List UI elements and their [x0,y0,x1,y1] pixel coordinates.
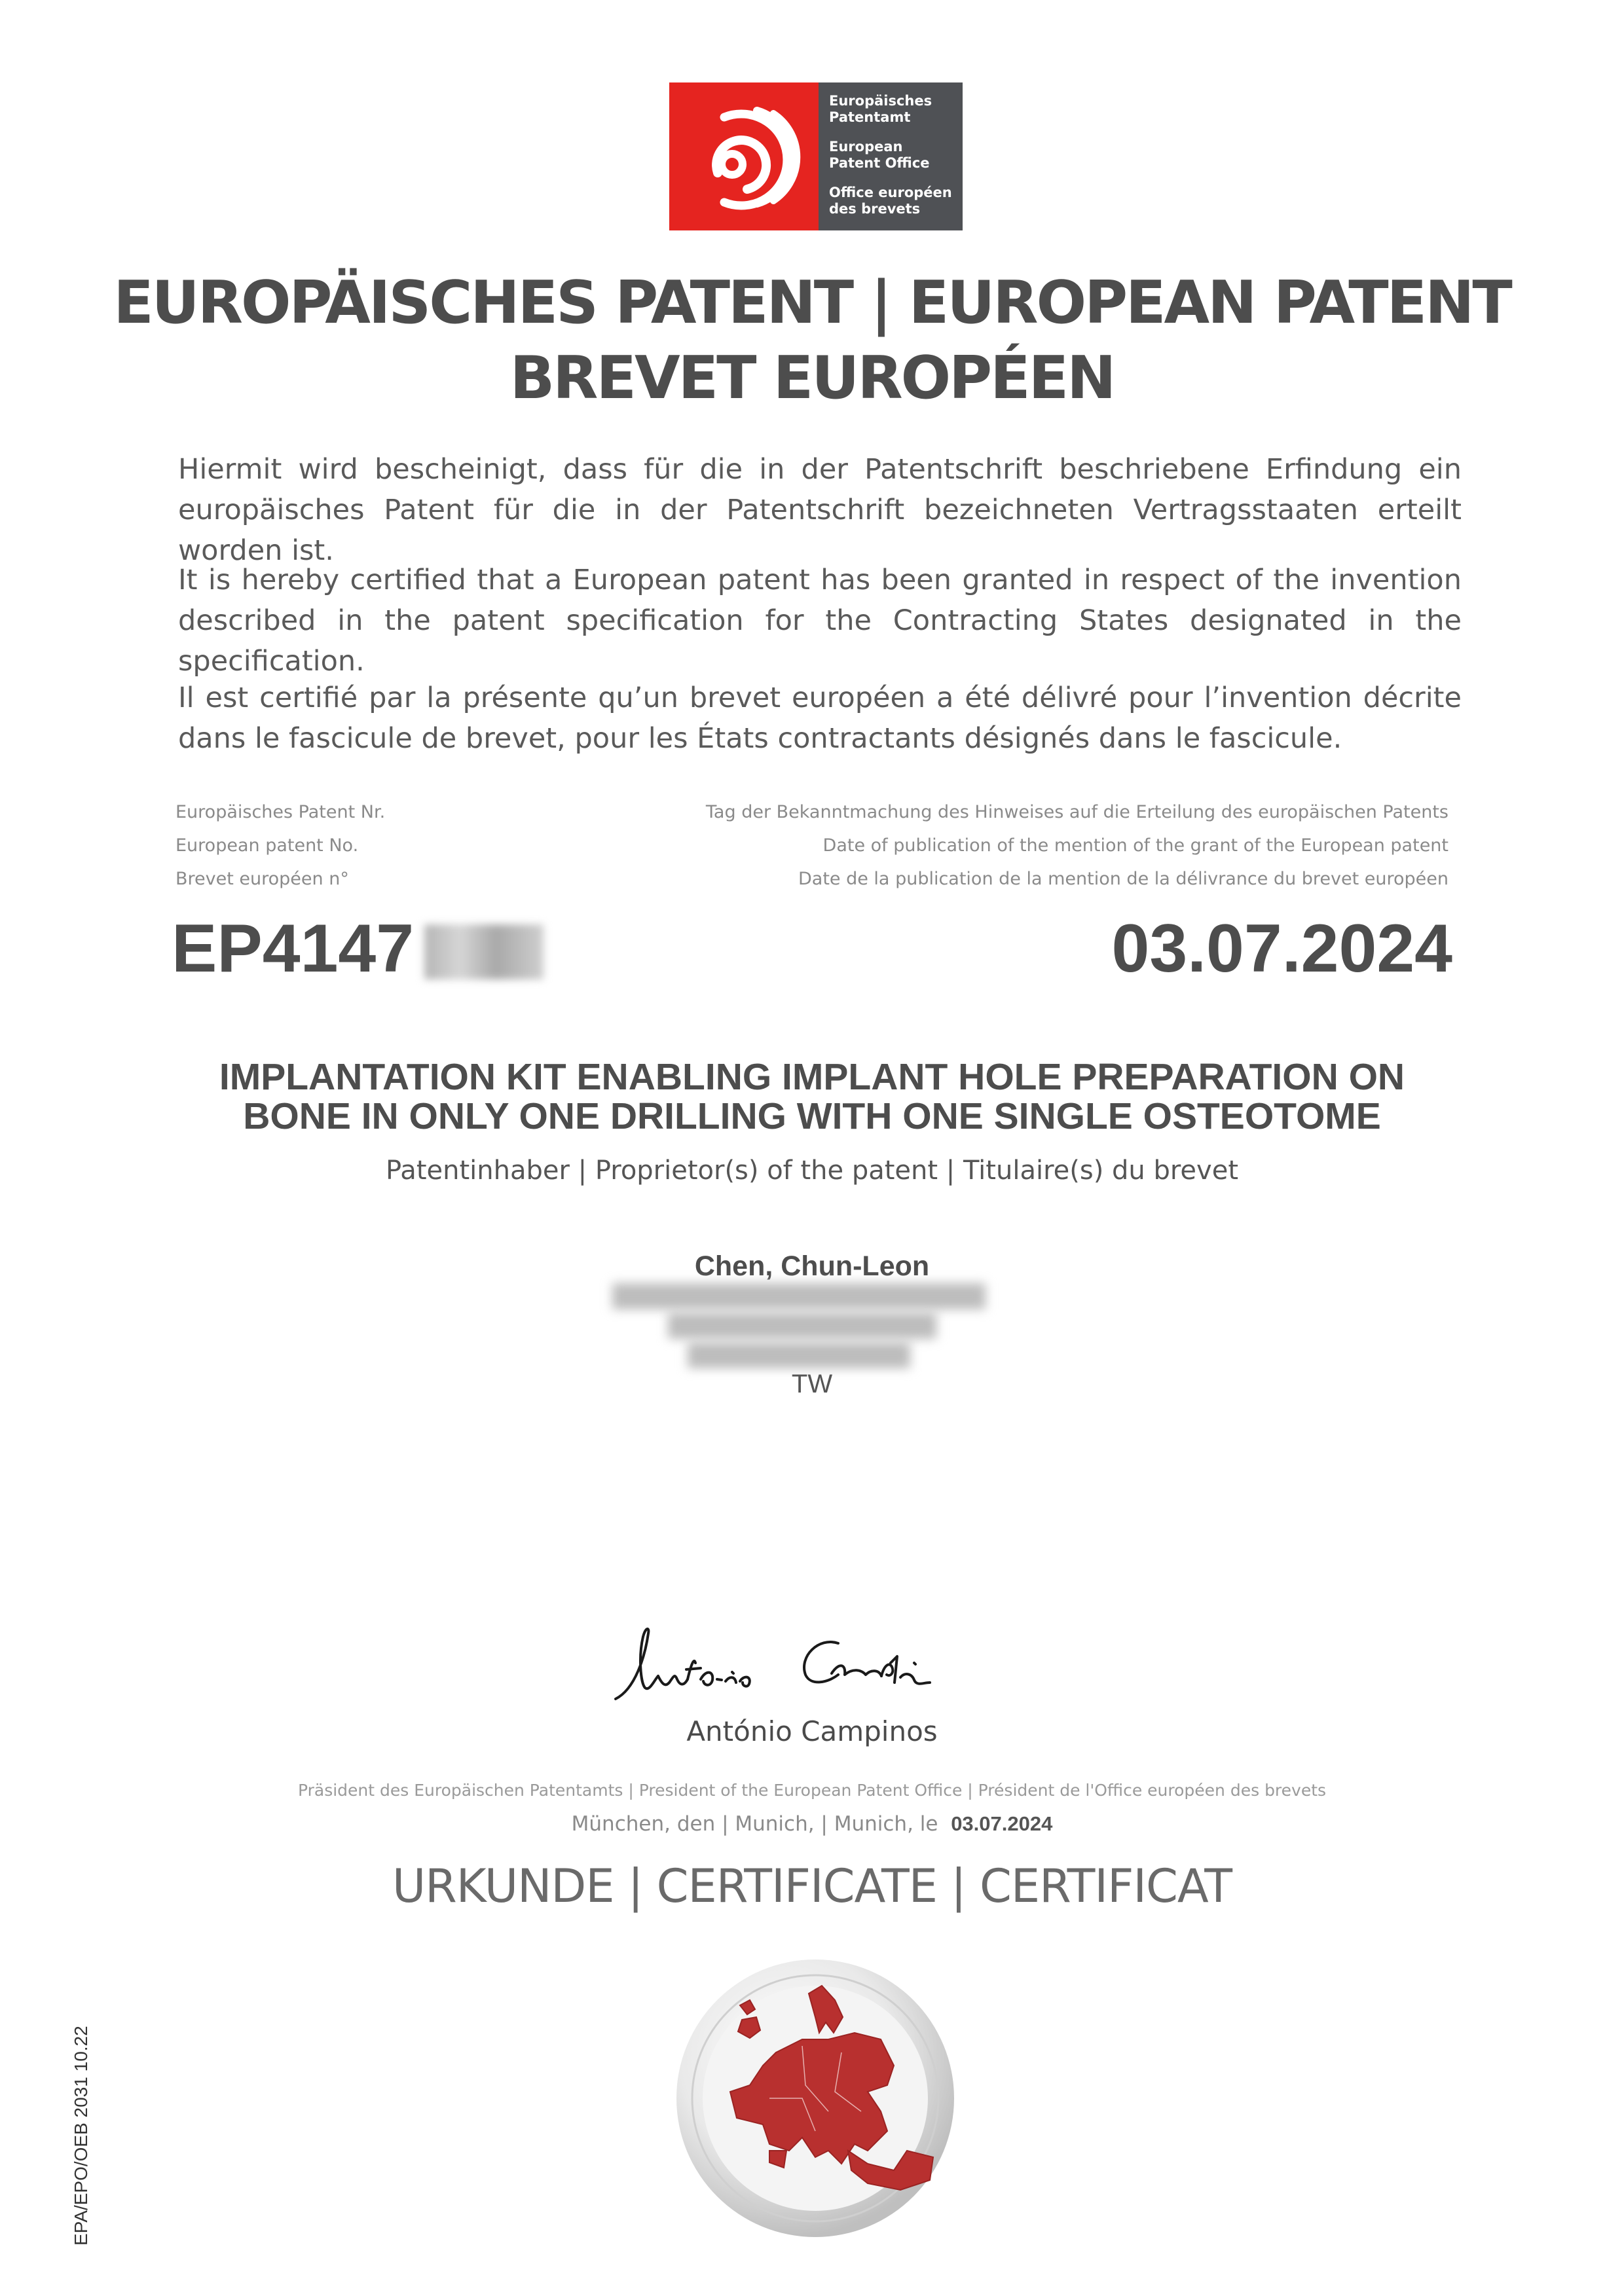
redacted-number-suffix [424,924,544,979]
document-title: EUROPÄISCHES PATENT | EUROPEAN PATENT [113,268,1511,337]
publication-date: 03.07.2024 [1111,911,1452,987]
logo-line: des brevets [829,201,921,217]
president-title: Präsident des Europäischen Patentamts | President of the European Patent Office | Président de l'Office européen des brevets [297,1781,1327,1800]
place-date-line [0,1812,1624,1836]
epo-logo-mark [669,82,819,230]
logo-line: European [829,139,903,155]
logo-line: Patentamt [829,109,911,125]
pub-date-label-en: Date of publication of the mention of the grant of the European patent [822,835,1449,856]
holder-country: TW [791,1370,833,1398]
invention-title-line1: IMPLANTATION KIT ENABLING IMPLANT HOLE PREPARATION ON [219,1056,1405,1098]
certificate-heading: URKUNDE | CERTIFICATE | CERTIFICAT [392,1859,1232,1913]
patent-no-label-fr: Brevet européen n° [175,869,349,889]
pub-date-label-fr: Date de la publication de la mention de la délivrance du brevet européen [798,869,1449,889]
declaration-en: It is hereby certified that a European patent has been granted in respect of the invention described in the patent specification for the Contracting States designated in the specification. [178,564,1462,678]
declaration-fr: Il est certifié par la présente qu’un brevet européen a été délivré pour l’invention décrite dans le fascicule de brevet, pour les États contractants désignés dans le fascicule. [178,682,1462,755]
place-text: München, den | Munich, | Munich, le [571,1812,938,1836]
epo-logo-text [819,82,963,230]
logo-line: Patent Office [829,155,930,171]
europe-map-seal-icon [671,1954,959,2242]
epo-arcs-icon [678,91,809,222]
president-name: António Campinos [686,1715,938,1747]
patent-no-label-en: European patent No. [175,835,359,856]
epo-logo [669,82,963,230]
holder-name: Chen, Chun-Leon [694,1250,930,1282]
declaration-de: Hiermit wird bescheinigt, dass für die in der Patentschrift beschriebene Erfindung ein europäisches Patent für die in der Patentschrift bezeichneten Vertragsstaaten erteilt worden ist. [178,453,1462,567]
pub-date-label-de: Tag der Bekanntmachung des Hinweises auf die Erteilung des europäischen Patents [705,802,1449,822]
invention-title-line2: BONE IN ONLY ONE DRILLING WITH ONE SINGLE OSTEOTOME [243,1095,1381,1137]
patent-no-label-de: Europäisches Patent Nr. [175,802,386,822]
signing-date: 03.07.2024 [951,1812,1053,1835]
form-code: EPA/EPO/OEB 2031 10.22 [71,2026,91,2246]
document-subtitle: BREVET EUROPÉEN [509,344,1115,412]
patent-number: EP4147 [172,911,415,987]
logo-line: Office européen [829,185,952,200]
redacted-address [612,1280,986,1375]
proprietor-label: Patentinhaber | Proprietor(s) of the patent | Titulaire(s) du brevet [385,1156,1238,1186]
logo-line: Europäisches [829,93,932,109]
president-signature [609,1617,1002,1715]
